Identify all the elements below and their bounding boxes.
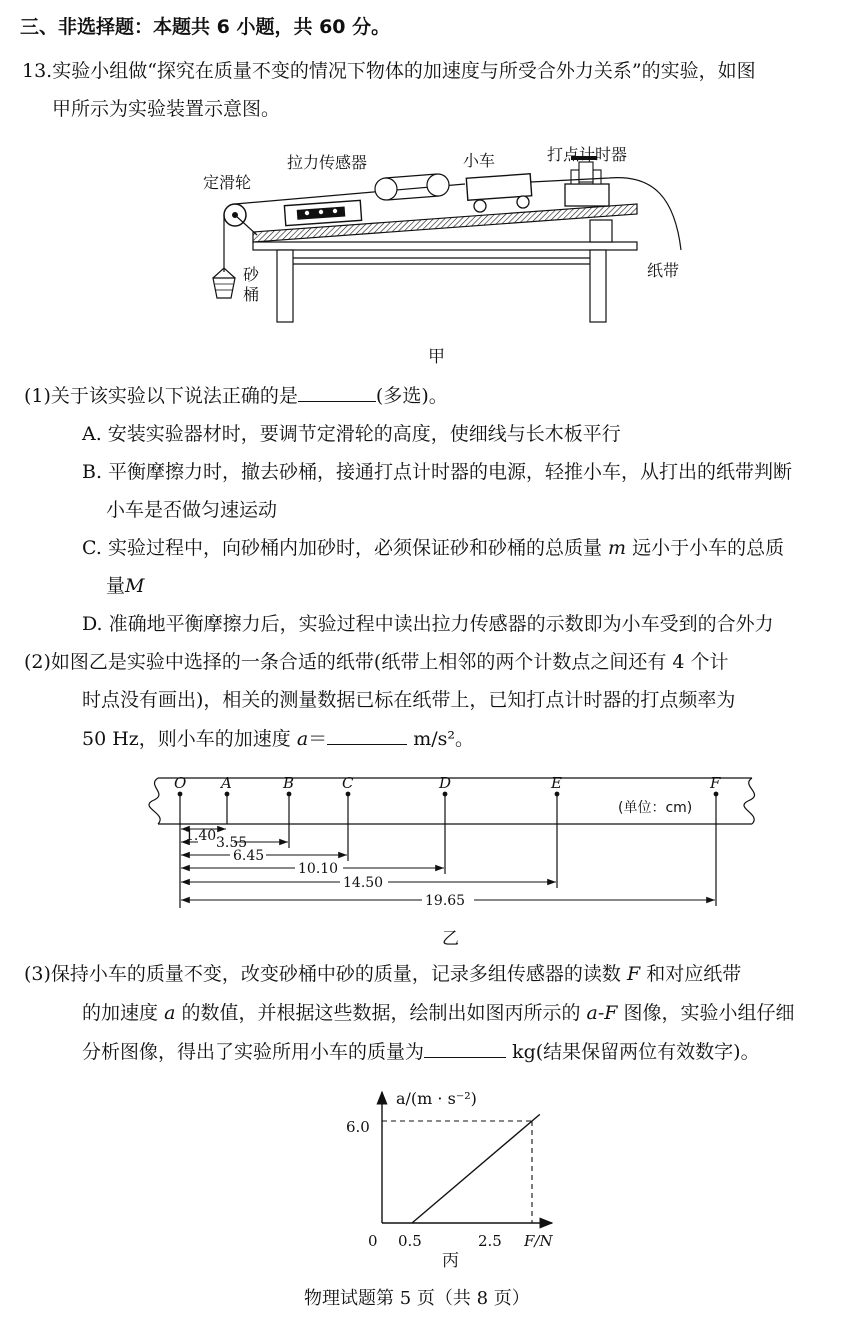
x-tick-label-2: 2.5: [478, 1232, 502, 1250]
section-title: 三、非选择题：本题共 6 小题，共 60 分。: [20, 16, 391, 38]
part-3-text-4: 的数值，并根据这些数据，绘制出如图丙所示的: [181, 1002, 581, 1024]
part-3-line-1: [24, 961, 741, 987]
graph-type-aF: a-F: [586, 1002, 618, 1024]
distance-OC: 6.45: [233, 848, 265, 864]
distance-OD: 10.10: [298, 861, 339, 877]
option-b-line-2: 小车是否做匀速运动: [106, 499, 278, 521]
var-M: M: [125, 575, 145, 597]
option-c-text-1: C. 实验过程中，向砂桶内加砂时，必须保证砂和砂桶的总质量: [82, 537, 602, 559]
label-cart: 小车: [463, 151, 496, 170]
part-3-text-6: 分析图像，得出了实验所用小车的质量为: [82, 1041, 425, 1063]
origin-label: 0: [368, 1232, 378, 1250]
distance-OF: 19.65: [425, 893, 466, 909]
part-3-text-2: 和对应纸带: [646, 963, 742, 985]
part-2-line-1: (2)如图乙是实验中选择的一条合适的纸带(纸带上相邻的两个计数点之间还有 4 个计: [24, 651, 729, 673]
figure-bing-caption: 丙: [442, 1251, 459, 1271]
x-tick-label-1: 0.5: [398, 1232, 422, 1250]
label-tape: 纸带: [647, 261, 680, 280]
y-axis-label: a/(m · s⁻²): [396, 1089, 477, 1108]
stem-line-2: 甲所示为实验装置示意图。: [52, 98, 281, 120]
stem-line-1: 实验小组做“探究在质量不变的情况下物体的加速度与所受合外力关系”的实验，如图: [52, 60, 756, 82]
unit-acceleration: m/s²。: [413, 728, 475, 750]
distance-OE: 14.50: [343, 875, 384, 891]
part-1-question: [24, 383, 448, 409]
part-2-line-2: 时点没有画出)，相关的测量数据已标在纸带上，已知打点计时器的打点频率为: [82, 689, 736, 711]
part-1-suffix: (多选)。: [375, 385, 448, 407]
part-3-line-3: [82, 1039, 760, 1065]
label-pulley: 定滑轮: [203, 173, 252, 192]
figure-yi-tape: [140, 768, 790, 918]
part-3-line-2: [82, 1000, 795, 1026]
var-a: a: [296, 728, 309, 750]
distance-OA: 1.40: [185, 828, 217, 844]
var-m: m: [608, 537, 627, 559]
option-c-text-3: 量: [106, 575, 126, 597]
data-line: [412, 1114, 540, 1223]
option-c-text-2: 远小于小车的总质: [632, 537, 785, 559]
figure-jia-caption: 甲: [428, 347, 445, 367]
var-F: F: [626, 963, 641, 985]
question-number: 13.: [22, 60, 53, 82]
part-3-text-1: (3)保持小车的质量不变，改变砂桶中砂的质量，记录多组传感器的读数: [24, 963, 621, 985]
y-tick-label: 6.0: [346, 1118, 370, 1136]
label-sensor: 拉力传感器: [287, 153, 368, 172]
option-d: D. 准确地平衡摩擦力后，实验过程中读出拉力传感器的示数即为小车受到的合外力: [82, 613, 774, 635]
equals-sign: ＝: [308, 728, 328, 750]
point-label-C: C: [342, 774, 354, 792]
option-c-line-2: [106, 573, 144, 599]
point-label-O: O: [174, 774, 187, 792]
option-b-line-1: B. 平衡摩擦力时，撤去砂桶，接通打点计时器的电源，轻推小车，从打出的纸带判断: [82, 461, 793, 483]
figure-bing-chart: [340, 1080, 570, 1250]
figure-yi-caption: 乙: [442, 929, 459, 949]
label-timer: 打点计时器: [547, 145, 628, 164]
part-3-text-7: kg(结果保留两位有效数字)。: [512, 1041, 760, 1063]
figure-jia-apparatus: [195, 140, 715, 335]
option-c-line-1: [82, 535, 784, 561]
option-a: A. 安装实验器材时，要调节定滑轮的高度，使细线与长木板平行: [82, 423, 621, 445]
part-1-prefix: (1)关于该实验以下说法正确的是: [24, 385, 298, 407]
tape-unit: (单位：cm): [618, 800, 693, 816]
label-bucket-1: 砂: [243, 265, 260, 284]
point-label-D: D: [439, 774, 452, 792]
answer-blank-1[interactable]: [298, 383, 376, 402]
part-2-line-3: [82, 726, 474, 752]
label-bucket-2: 桶: [243, 285, 260, 304]
x-axis-label: F/N: [524, 1232, 553, 1250]
point-label-A: A: [221, 774, 232, 792]
distance-OB: 3.55: [216, 835, 248, 851]
page-footer: 物理试题第 5 页（共 8 页）: [304, 1288, 530, 1309]
part-2-text: 50 Hz，则小车的加速度: [82, 728, 291, 750]
point-label-E: E: [551, 774, 562, 792]
point-label-B: B: [283, 774, 295, 792]
answer-blank-2[interactable]: [327, 726, 407, 745]
question-13-stem: [22, 58, 756, 84]
part-3-text-3: 的加速度: [82, 1002, 159, 1024]
var-a-2: a: [164, 1002, 176, 1024]
point-label-F: F: [710, 774, 721, 792]
part-3-text-5: 图像，实验小组仔细: [623, 1002, 795, 1024]
answer-blank-3[interactable]: [424, 1039, 506, 1058]
